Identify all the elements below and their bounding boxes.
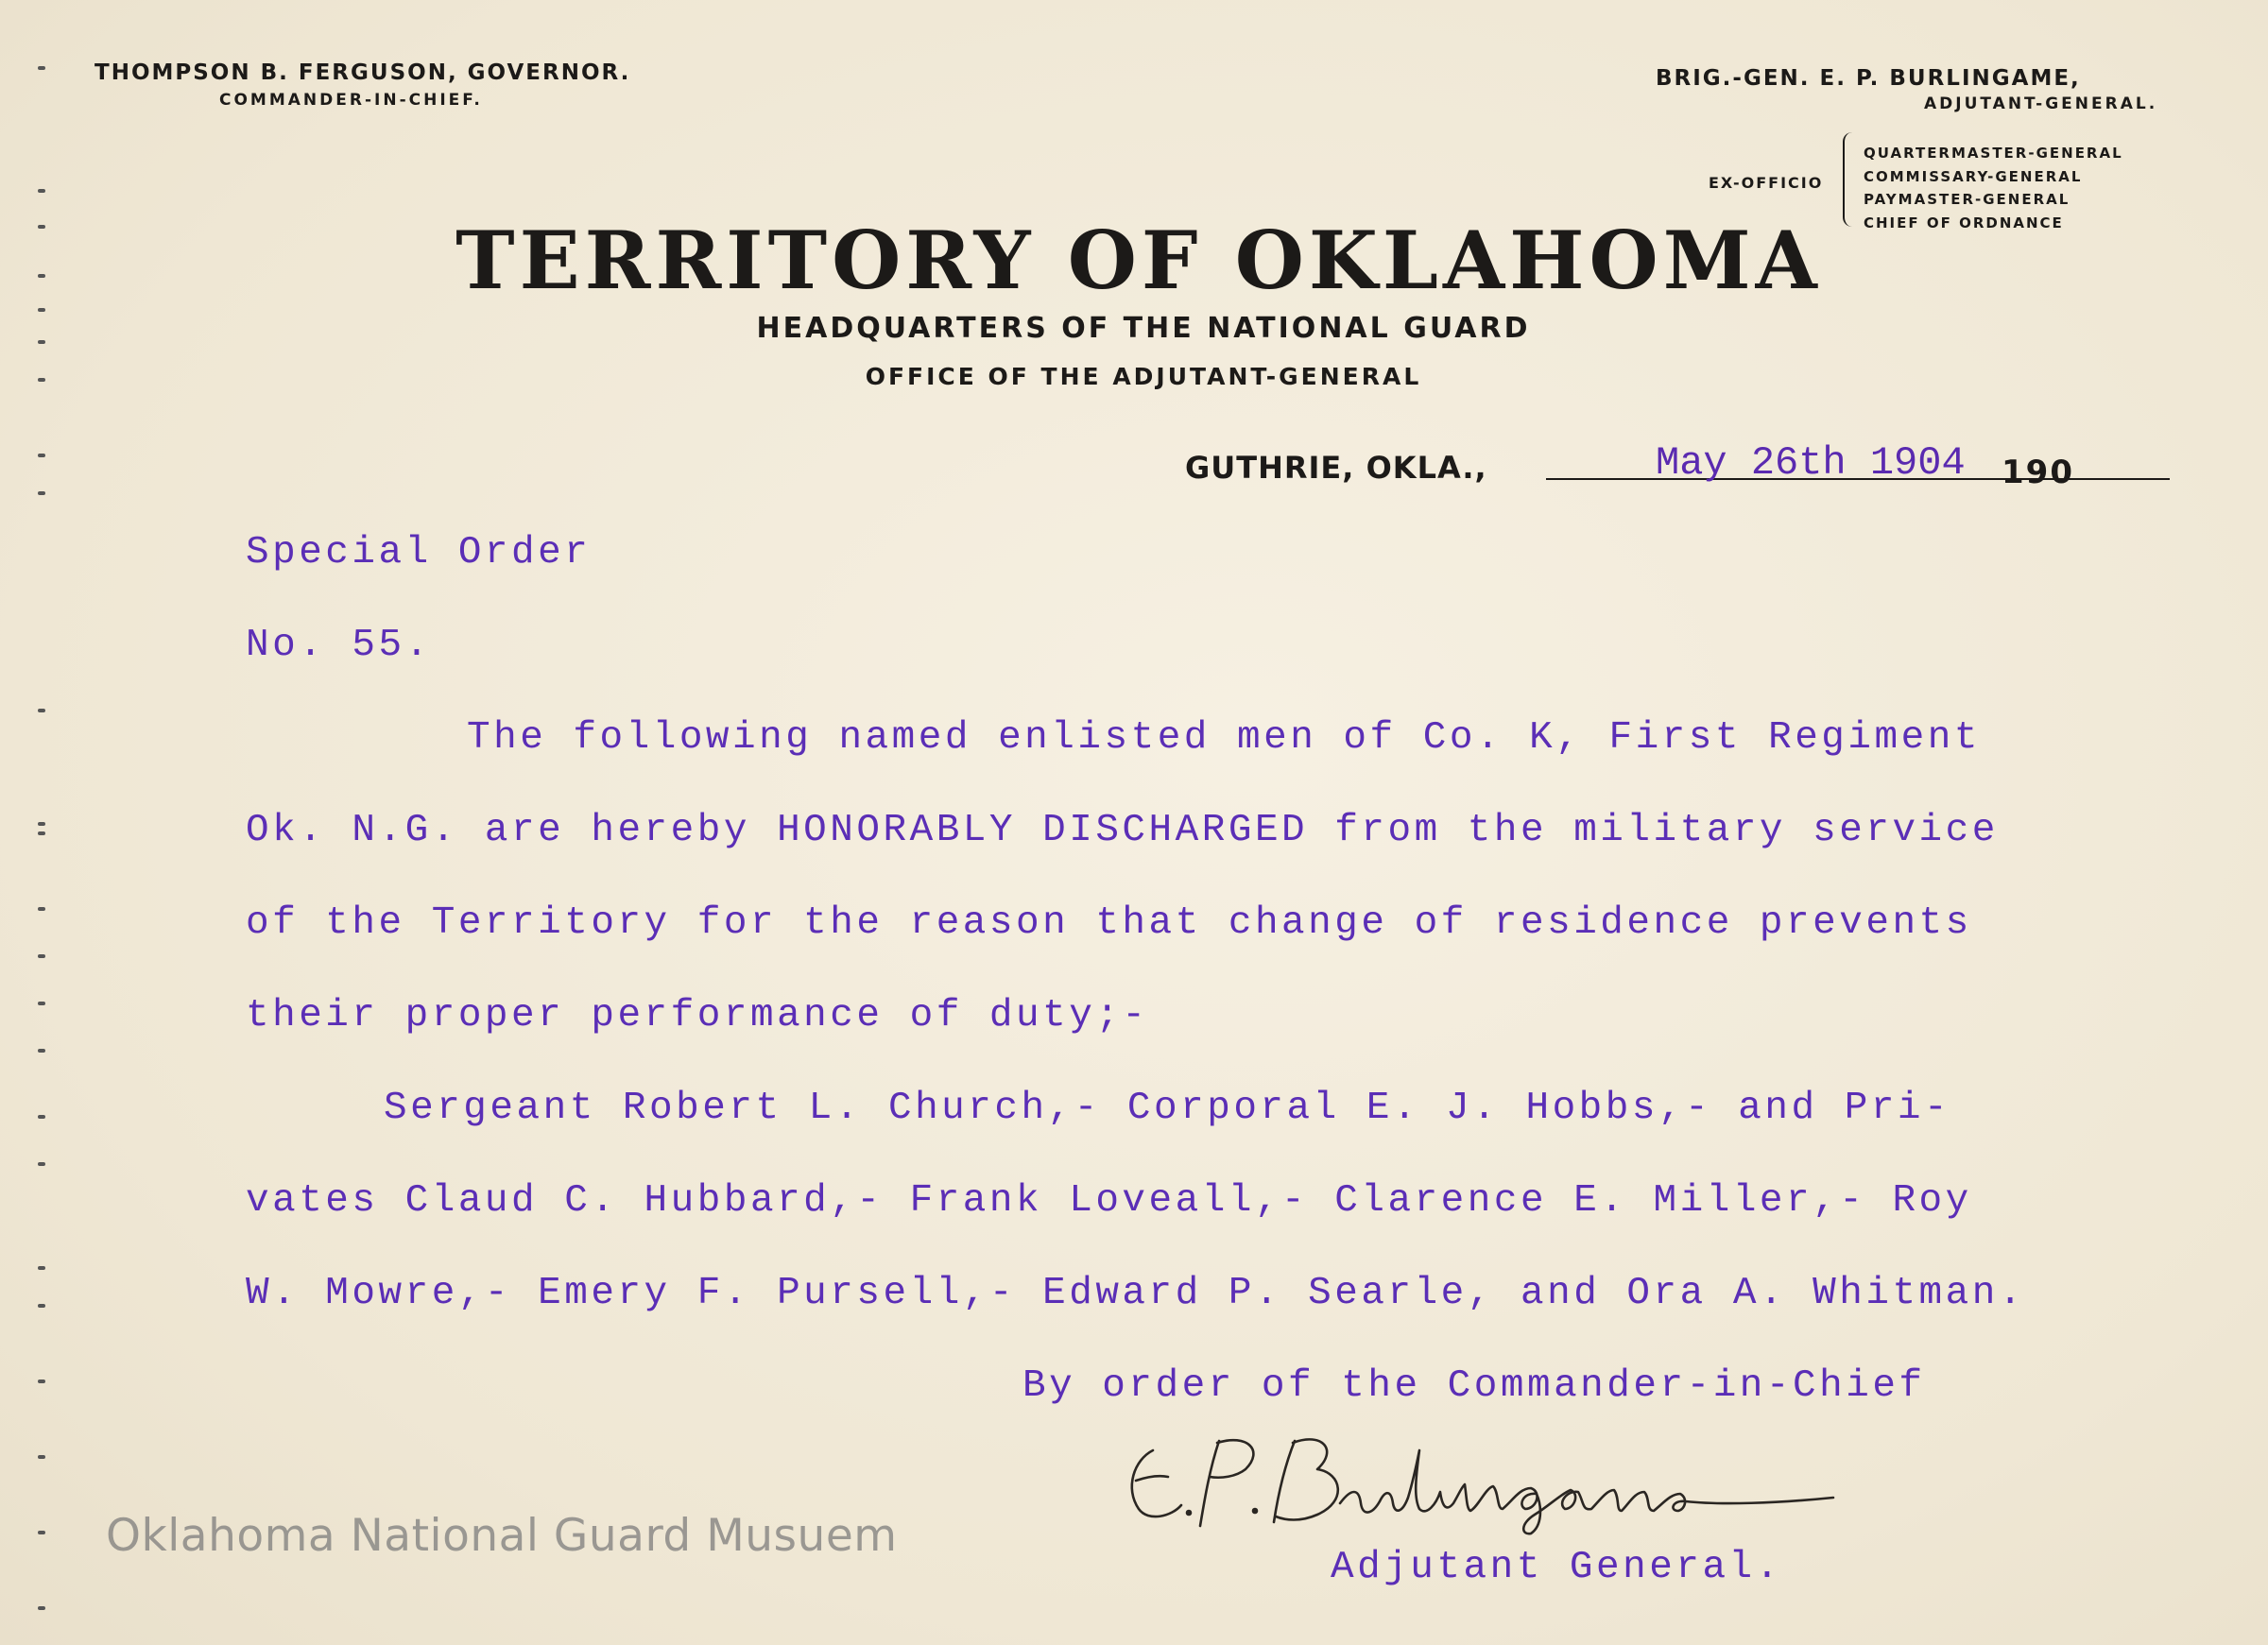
- ex-officio-brace: [1843, 132, 1856, 227]
- printed-year-prefix: 190: [2002, 454, 2074, 491]
- date-typed: May 26th 1904: [1656, 440, 1966, 486]
- ex-officio-role: PAYMASTER-GENERAL: [1864, 191, 2070, 208]
- body-line: of the Territory for the reason that change of residence prevents: [246, 901, 1972, 945]
- ex-officio-role: CHIEF OF ORDNANCE: [1864, 214, 2064, 231]
- governor-title: COMMANDER-IN-CHIEF.: [219, 91, 483, 110]
- closing-line: By order of the Commander-in-Chief: [1022, 1364, 1926, 1408]
- signer-title: Adjutant General.: [1331, 1546, 1782, 1589]
- letterhead-office: OFFICE OF THE ADJUTANT-GENERAL: [865, 363, 1422, 390]
- order-number: No. 55.: [246, 624, 432, 667]
- body-line: The following named enlisted men of Co. K, First Regiment: [467, 716, 1981, 760]
- letterhead-title: TERRITORY OF OKLAHOMA: [455, 214, 1822, 307]
- adjutant-name: BRIG.-GEN. E. P. BURLINGAME,: [1656, 66, 2081, 91]
- body-line: Ok. N.G. are hereby HONORABLY DISCHARGED from the military service: [246, 809, 1999, 852]
- place-line: GUTHRIE, OKLA.,: [1185, 450, 1487, 486]
- body-line: W. Mowre,- Emery F. Pursell,- Edward P. Searle, and Ora A. Whitman.: [246, 1272, 2025, 1315]
- order-label: Special Order: [246, 531, 592, 574]
- letterhead-subtitle: HEADQUARTERS OF THE NATIONAL GUARD: [756, 312, 1531, 345]
- ex-officio-label: EX-OFFICIO: [1709, 174, 1824, 192]
- ex-officio-role: COMMISSARY-GENERAL: [1864, 167, 2083, 185]
- adjutant-title: ADJUTANT-GENERAL.: [1924, 94, 2158, 113]
- signature: [1115, 1422, 1890, 1535]
- body-line: their proper performance of duty;-: [246, 994, 1149, 1037]
- ex-officio-role: QUARTERMASTER-GENERAL: [1864, 145, 2123, 162]
- body-line: vates Claud C. Hubbard,- Frank Loveall,- Clarence E. Miller,- Roy: [246, 1179, 1972, 1223]
- museum-watermark: Oklahoma National Guard Musuem: [106, 1510, 898, 1562]
- body-line: Sergeant Robert L. Church,- Corporal E. J. Hobbs,- and Pri-: [384, 1087, 1951, 1130]
- governor-name: THOMPSON B. FERGUSON, GOVERNOR.: [94, 60, 631, 85]
